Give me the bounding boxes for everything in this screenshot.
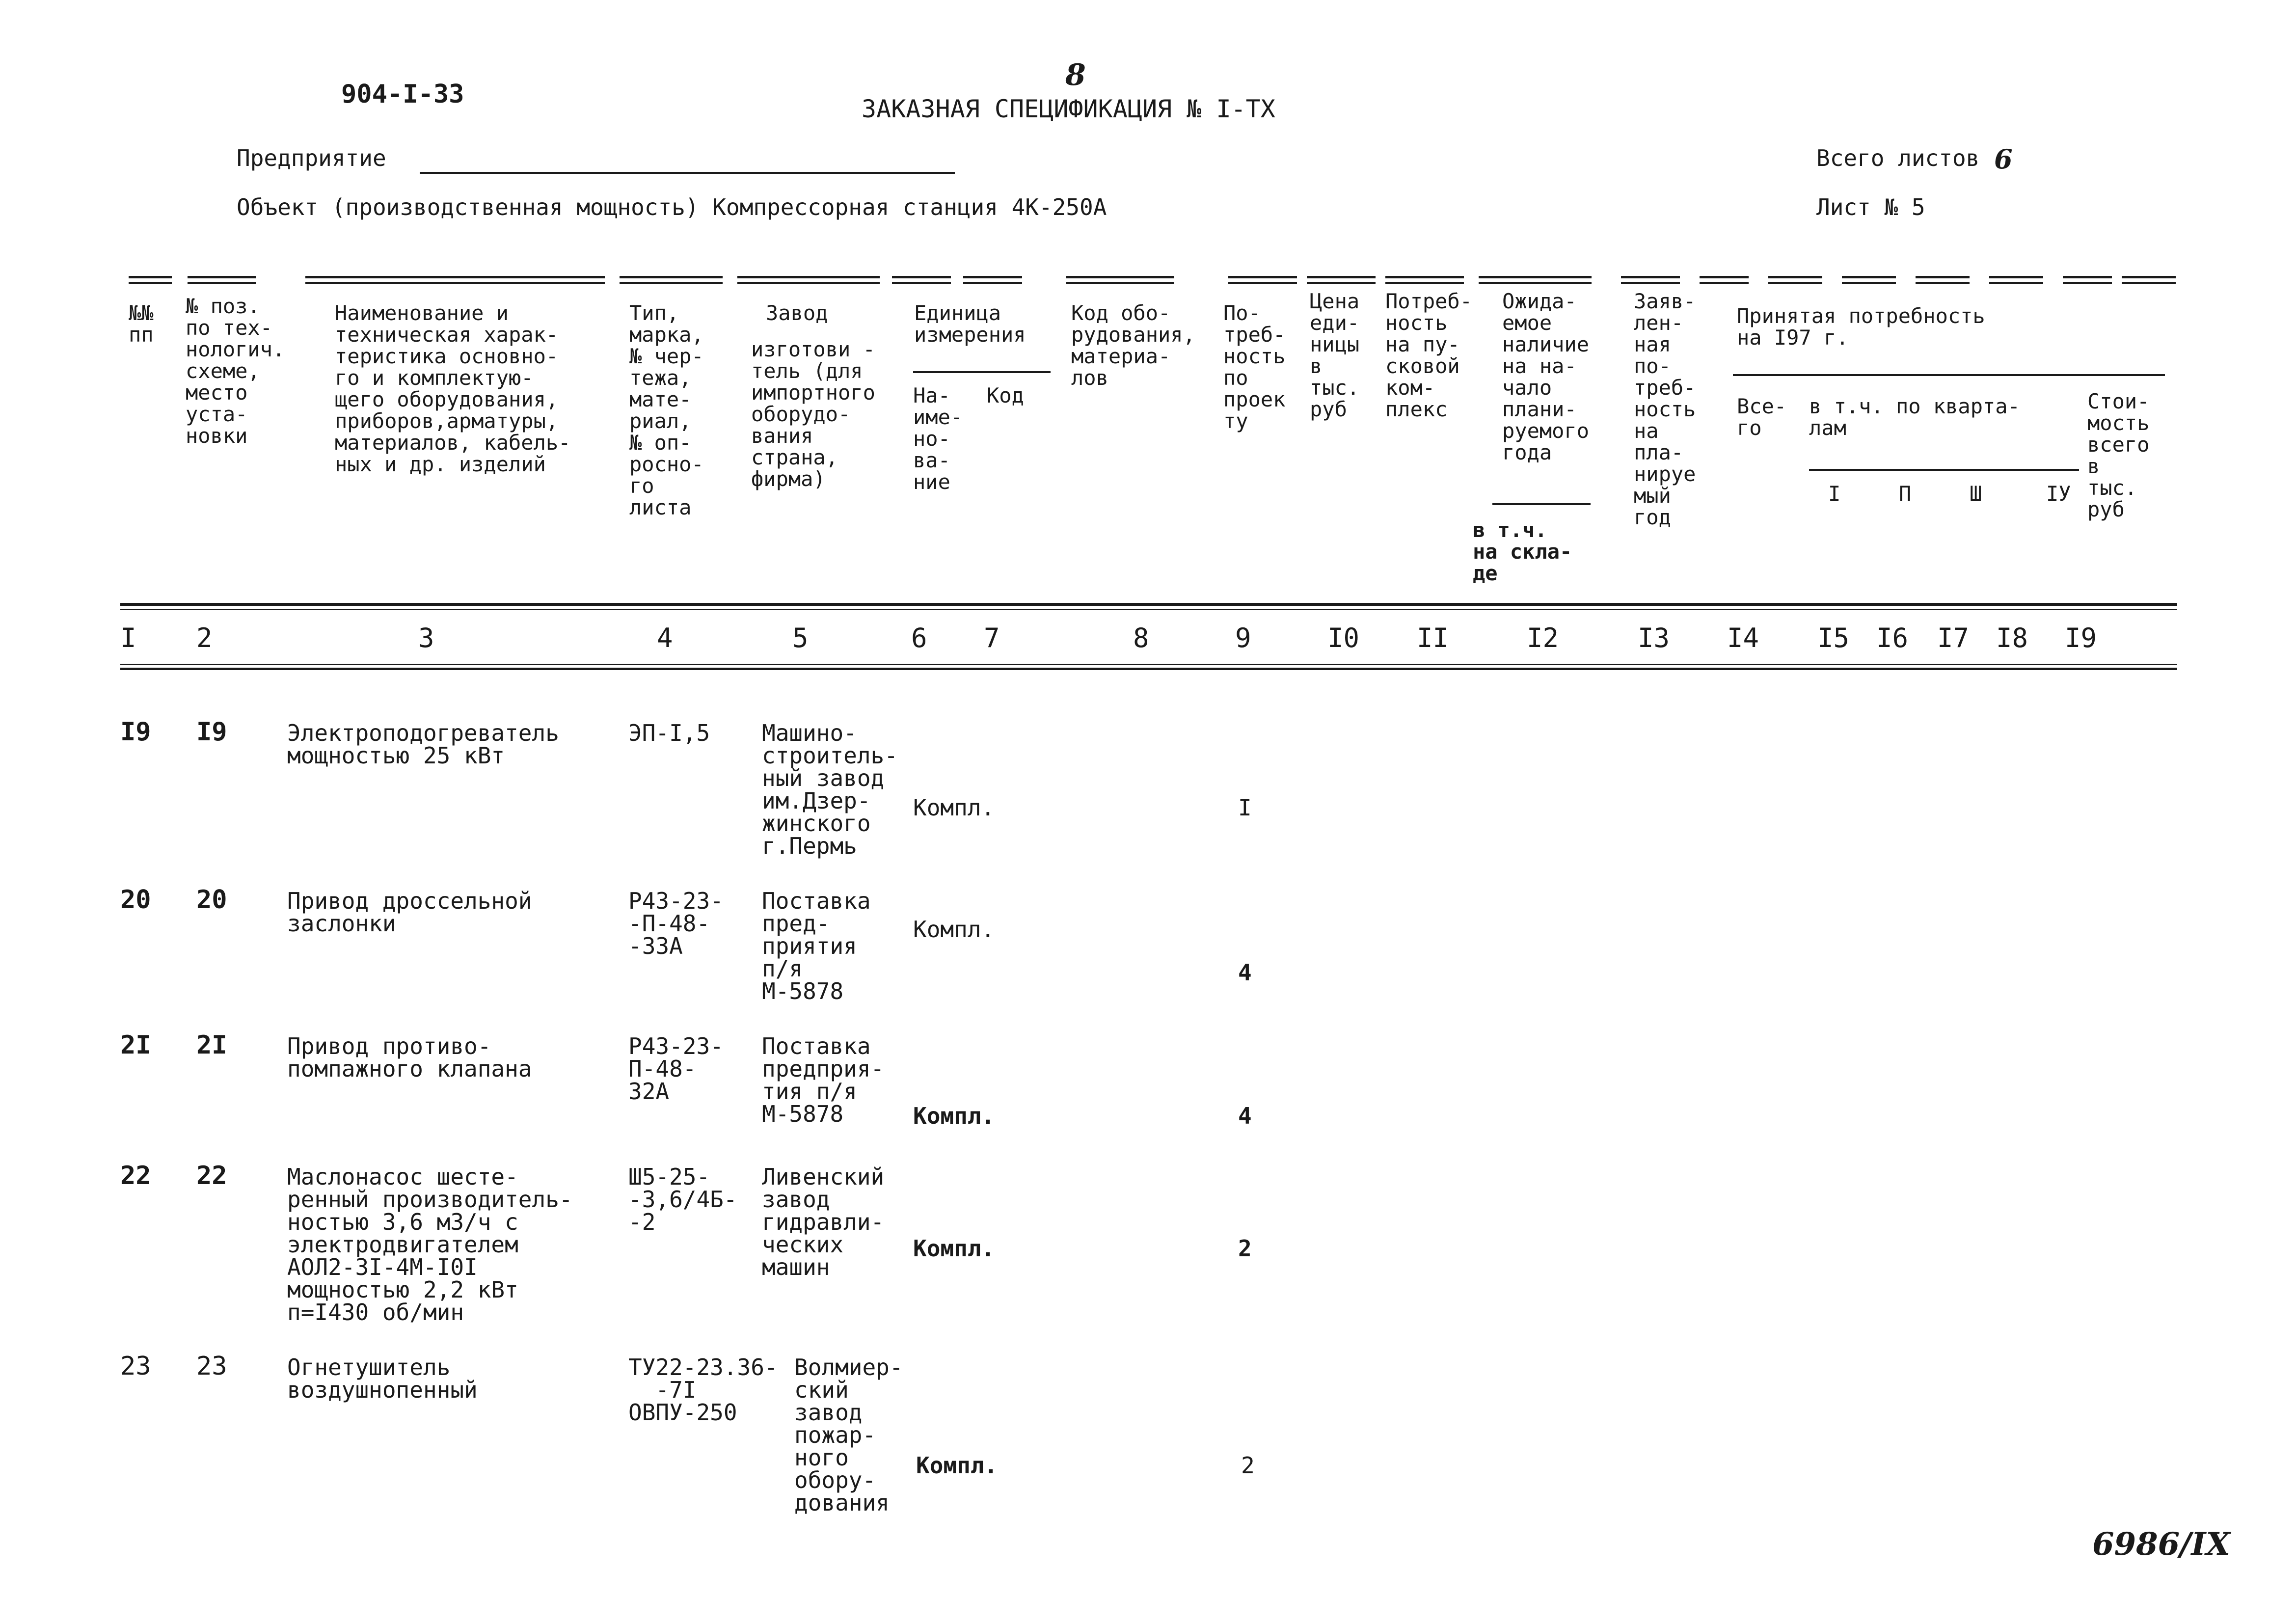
archive-number-mark: 6986/IX [2092,1526,2231,1563]
enterprise-label: Предприятие [237,145,386,171]
col-num-10: I0 [1327,623,1360,653]
quarters-divider [1809,469,2079,471]
header-col-6-7: Единица измерения [914,301,1026,347]
row-position: 22 [196,1161,227,1191]
row-name: Огнетушитель воздушнопенный [287,1354,478,1403]
stock-divider [1492,503,1591,505]
header-col-3: Наименование и техническая харак- теристика основно- го и комплектую- щего оборудования, приборов,арматуры, материалов, кабель- ных и др. изделий [335,301,571,476]
row-type: ЭП-I,5 [628,720,710,746]
col-num-18: I8 [1996,623,2028,653]
row-position: 23 [196,1352,227,1381]
table-top-rule [129,276,2176,285]
header-col-12-stock: в т.ч. на скла- де [1473,518,1572,585]
column-numbers-bottom-rule [120,664,2177,665]
row-maker: Волмиер- ский завод пожар- ного обору- дования [794,1354,903,1516]
col-num-3: 3 [418,623,434,653]
row-unit: Компл. [916,1452,998,1479]
row-quantity: 2 [1238,1235,1252,1262]
row-maker: Поставка пред- приятия п/я М-5878 [762,888,871,1004]
header-col-2: № поз. по тех- нологич. схеме, место уста- новки [186,294,285,448]
header-col-9: По- треб- ность по проек ту [1223,301,1286,433]
header-quarters: в т.ч. по кварта- лам [1809,394,2020,440]
header-col-5b: изготови - тель (для импортного оборудо- вания страна, фирма) [751,337,875,491]
col-num-6: 6 [911,623,927,653]
col-num-14: I4 [1727,623,1759,653]
header-col-4: Тип, марка, № чер- тежа, мате- риал, № оп- росно- го листа [629,301,704,519]
row-name: Электроподогреватель мощностью 25 кВт [287,720,559,769]
row-position: I9 [196,717,227,747]
row-number: I9 [120,717,151,747]
header-col-8: Код обо- рудования, материа- лов [1071,301,1195,390]
header-q1: I [1828,482,1841,506]
page-number: 8 [1065,58,1086,92]
header-col-13: Заяв- лен- ная по- треб- ность на пла- нируе мый год [1634,289,1696,529]
sheets-total-value: 6 [1994,143,2013,175]
header-accepted: Принятая потребность на I97 г. [1737,304,1985,350]
row-quantity: 4 [1238,1103,1252,1129]
col-num-11: II [1417,623,1449,653]
header-q2: П [1899,482,1912,506]
row-number: 23 [120,1352,151,1381]
row-quantity: 4 [1238,959,1252,986]
col-num-5: 5 [792,623,809,653]
document-code: 904-I-33 [341,80,464,109]
col-num-9: 9 [1235,623,1251,653]
col-num-12: I2 [1527,623,1559,653]
sheets-total-label: Всего листов [1816,145,1980,171]
accepted-divider [1733,374,2165,376]
header-col-7: Код [987,383,1024,407]
header-col-19: Стои- мость всего в тыс. руб [2087,389,2150,521]
col-num-19: I9 [2065,623,2097,653]
row-type: Ш5-25- -3,6/4Б- -2 [628,1164,737,1235]
col-num-15: I5 [1817,623,1850,653]
row-type: Р43-23- -П-48- -33А [628,888,724,959]
header-col-1: №№ пп [129,301,154,347]
sheet-label: Лист № 5 [1816,194,1925,220]
row-name: Привод противо- помпажного клапана [287,1033,532,1082]
row-unit: Компл. [913,1235,995,1262]
row-position: 20 [196,885,227,915]
header-col-5a: Завод [766,301,828,325]
column-numbers-top-rule [120,603,2177,606]
header-col-14: Все- го [1737,394,1787,440]
row-type: Р43-23- П-48- 32А [628,1033,724,1105]
header-q3: Ш [1970,482,1982,506]
enterprise-underline [420,172,955,174]
col-num-7: 7 [984,623,1000,653]
page-title: ЗАКАЗНАЯ СПЕЦИФИКАЦИЯ № I-TX [862,95,1275,123]
row-maker: Поставка предприя- тия п/я М-5878 [762,1033,885,1127]
column-numbers-bottom-rule-2 [120,668,2177,670]
row-unit: Компл. [913,1103,995,1129]
header-col-11: Потреб- ность на пу- сковой ком- плекс [1385,289,1473,421]
row-name: Маслонасос шесте- ренный производитель- ностью 3,6 м3/ч с электродвигателем АОЛ2-3I-4М-I0I мощностью 2,2 кВт п=I430 об/мин [287,1164,573,1326]
header-col-6: На- име- но- ва- ние [913,383,963,494]
row-name: Привод дроссельной заслонки [287,888,532,937]
row-maker: Ливенский завод гидравли- ческих машин [762,1164,885,1280]
col-num-13: I3 [1638,623,1670,653]
header-col-10: Цена еди- ницы в тыс. руб [1310,289,1360,421]
row-quantity: 2 [1241,1452,1255,1479]
header-q4: IУ [2046,482,2071,506]
col-num-16: I6 [1876,623,1909,653]
row-quantity: I [1238,794,1252,821]
row-position: 2I [196,1030,227,1060]
row-number: 20 [120,885,151,915]
row-unit: Компл. [913,794,995,821]
col-num-17: I7 [1937,623,1970,653]
row-maker: Машино- строитель- ный завод им.Дзер- жинского г.Пермь [762,720,898,859]
col-num-2: 2 [196,623,213,653]
row-number: 22 [120,1161,151,1191]
header-col-12: Ожида- емое наличие на на- чало плани- руемого года [1502,289,1590,464]
row-number: 2I [120,1030,151,1060]
unit-divider [913,371,1051,373]
col-num-1: I [120,623,136,653]
column-numbers-top-rule-2 [120,609,2177,610]
object-label: Объект (производственная мощность) Компрессорная станция 4К-250А [237,194,1107,220]
col-num-4: 4 [657,623,673,653]
row-type: ТУ22-23.36- -7I ОВПУ-250 [628,1354,778,1426]
row-unit: Компл. [913,916,995,943]
col-num-8: 8 [1133,623,1149,653]
